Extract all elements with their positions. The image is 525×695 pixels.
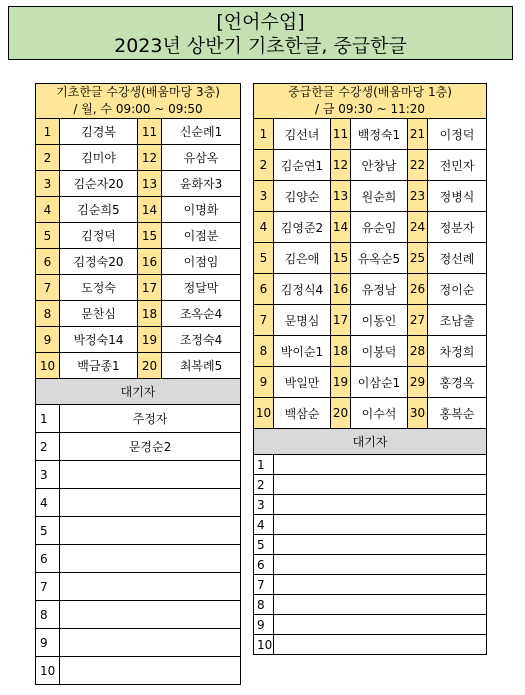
waitlist-name	[60, 461, 241, 489]
table-row	[254, 398, 487, 429]
waitlist-row	[254, 635, 487, 655]
student-name: 박정숙14	[60, 327, 138, 353]
waitlist-name: 문경순2	[60, 433, 241, 461]
student-number: 5	[254, 243, 274, 274]
student-number: 18	[138, 301, 162, 327]
waitlist-name	[274, 495, 487, 515]
waitlist-row	[36, 573, 241, 601]
waitlist-row	[36, 461, 241, 489]
student-name: 조남출	[428, 305, 487, 336]
student-number: 7	[254, 305, 274, 336]
student-number: 29	[408, 367, 428, 398]
waitlist-number: 6	[254, 555, 274, 575]
waitlist-number: 7	[36, 573, 60, 601]
waitlist-number: 7	[254, 575, 274, 595]
waitlist-number: 9	[36, 629, 60, 657]
student-number: 26	[408, 274, 428, 305]
waitlist-number: 9	[254, 615, 274, 635]
student-number: 9	[254, 367, 274, 398]
waitlist-row	[36, 545, 241, 573]
student-name: 백삼순	[274, 398, 331, 429]
waitlist-row	[254, 455, 487, 475]
waitlist-name	[274, 455, 487, 475]
student-name: 홍경옥	[428, 367, 487, 398]
waitlist-number: 4	[36, 489, 60, 517]
student-number: 3	[36, 171, 60, 197]
waitlist-name	[274, 535, 487, 555]
waitlist-number: 5	[36, 517, 60, 545]
student-name: 백정숙1	[351, 119, 408, 150]
student-name: 김정식4	[274, 274, 331, 305]
student-name: 김영준2	[274, 212, 331, 243]
student-name: 정달막	[162, 275, 241, 301]
waitlist-row	[254, 515, 487, 535]
student-name: 박이순1	[274, 336, 331, 367]
title-line-1: [언어수업]	[216, 11, 305, 33]
student-name: 이동인	[351, 305, 408, 336]
basic-header-line-2: / 월, 수 09:00 ~ 09:50	[73, 102, 203, 116]
waitlist-row	[254, 475, 487, 495]
student-name: 백금종1	[60, 353, 138, 379]
waitlist-number: 1	[36, 405, 60, 433]
student-name: 차정희	[428, 336, 487, 367]
student-number: 10	[254, 398, 274, 429]
student-number: 16	[331, 274, 351, 305]
student-name: 문찬심	[60, 301, 138, 327]
table-row	[254, 336, 487, 367]
table-row	[36, 353, 241, 379]
student-name: 이삼순1	[351, 367, 408, 398]
waitlist-number: 5	[254, 535, 274, 555]
table-row	[36, 119, 241, 145]
student-number: 11	[138, 119, 162, 145]
student-number: 14	[331, 212, 351, 243]
waitlist-number: 8	[254, 595, 274, 615]
waitlist-row	[254, 555, 487, 575]
waitlist-name	[274, 515, 487, 535]
student-name: 김순자20	[60, 171, 138, 197]
waitlist-name	[60, 657, 241, 685]
waitlist-number: 10	[254, 635, 274, 655]
student-name: 김은애	[274, 243, 331, 274]
table-row	[254, 212, 487, 243]
waitlist-row	[36, 517, 241, 545]
table-row	[254, 274, 487, 305]
student-name: 조정숙4	[162, 327, 241, 353]
table-row	[254, 305, 487, 336]
student-number: 19	[331, 367, 351, 398]
waitlist-name	[274, 475, 487, 495]
table-row	[254, 243, 487, 274]
waitlist-row	[254, 615, 487, 635]
student-name: 이명화	[162, 197, 241, 223]
student-number: 4	[36, 197, 60, 223]
student-number: 27	[408, 305, 428, 336]
intermediate-waitlist-title: 대기자	[254, 429, 487, 455]
waitlist-row	[254, 595, 487, 615]
table-row	[36, 145, 241, 171]
waitlist-row	[36, 657, 241, 685]
student-number: 7	[36, 275, 60, 301]
student-number: 12	[138, 145, 162, 171]
waitlist-name	[274, 555, 487, 575]
document-title-banner	[8, 6, 513, 60]
student-number: 9	[36, 327, 60, 353]
student-number: 14	[138, 197, 162, 223]
waitlist-number: 1	[254, 455, 274, 475]
waitlist-number: 6	[36, 545, 60, 573]
student-number: 16	[138, 249, 162, 275]
intermediate-header-line-1: 중급한글 수강생(배움마당 1층)	[288, 85, 452, 99]
table-row	[36, 197, 241, 223]
student-name: 윤화자3	[162, 171, 241, 197]
waitlist-number: 3	[254, 495, 274, 515]
student-number: 8	[254, 336, 274, 367]
student-name: 유정남	[351, 274, 408, 305]
student-name: 김경복	[60, 119, 138, 145]
student-name: 김정숙20	[60, 249, 138, 275]
waitlist-number: 4	[254, 515, 274, 535]
table-row	[254, 367, 487, 398]
student-name: 이봉덕	[351, 336, 408, 367]
table-row	[36, 223, 241, 249]
student-name: 박일만	[274, 367, 331, 398]
student-name: 유삼옥	[162, 145, 241, 171]
student-number: 1	[254, 119, 274, 150]
student-number: 5	[36, 223, 60, 249]
student-name: 전민자	[428, 150, 487, 181]
waitlist-name	[60, 573, 241, 601]
student-number: 3	[254, 181, 274, 212]
student-number: 6	[36, 249, 60, 275]
student-name: 김양순	[274, 181, 331, 212]
intermediate-korean-table	[253, 83, 487, 655]
basic-korean-table	[35, 83, 241, 685]
student-number: 15	[331, 243, 351, 274]
student-number: 18	[331, 336, 351, 367]
student-name: 정선례	[428, 243, 487, 274]
student-number: 8	[36, 301, 60, 327]
waitlist-row	[254, 535, 487, 555]
student-name: 이정덕	[428, 119, 487, 150]
basic-header	[36, 84, 241, 119]
table-row	[254, 119, 487, 150]
student-name: 이점임	[162, 249, 241, 275]
waitlist-row	[36, 489, 241, 517]
student-name: 김미야	[60, 145, 138, 171]
student-name: 김선녀	[274, 119, 331, 150]
waitlist-number: 2	[254, 475, 274, 495]
waitlist-row	[36, 405, 241, 433]
student-name: 정병식	[428, 181, 487, 212]
table-row	[36, 327, 241, 353]
waitlist-name	[274, 595, 487, 615]
student-number: 30	[408, 398, 428, 429]
student-name: 정이순	[428, 274, 487, 305]
student-number: 23	[408, 181, 428, 212]
student-number: 19	[138, 327, 162, 353]
basic-waitlist-title: 대기자	[36, 379, 241, 405]
student-number: 2	[254, 150, 274, 181]
table-row	[36, 301, 241, 327]
table-row	[254, 150, 487, 181]
student-number: 21	[408, 119, 428, 150]
student-name: 최복례5	[162, 353, 241, 379]
student-name: 안창남	[351, 150, 408, 181]
intermediate-header	[254, 84, 487, 119]
student-name: 신순례1	[162, 119, 241, 145]
student-number: 2	[36, 145, 60, 171]
basic-header-line-1: 기초한글 수강생(배움마당 3층)	[56, 85, 220, 99]
student-name: 김정덕	[60, 223, 138, 249]
student-name: 김순연1	[274, 150, 331, 181]
waitlist-name	[60, 629, 241, 657]
student-name: 도정숙	[60, 275, 138, 301]
student-name: 정분자	[428, 212, 487, 243]
waitlist-number: 3	[36, 461, 60, 489]
student-number: 13	[331, 181, 351, 212]
waitlist-name	[274, 615, 487, 635]
student-name: 홍복순	[428, 398, 487, 429]
student-number: 11	[331, 119, 351, 150]
waitlist-number: 10	[36, 657, 60, 685]
student-number: 24	[408, 212, 428, 243]
student-number: 22	[408, 150, 428, 181]
waitlist-name	[274, 575, 487, 595]
student-name: 유순임	[351, 212, 408, 243]
waitlist-name	[60, 545, 241, 573]
table-row	[36, 171, 241, 197]
waitlist-name: 주정자	[60, 405, 241, 433]
student-number: 12	[331, 150, 351, 181]
student-name: 문명심	[274, 305, 331, 336]
student-number: 17	[331, 305, 351, 336]
waitlist-row	[36, 601, 241, 629]
student-name: 원순희	[351, 181, 408, 212]
student-number: 25	[408, 243, 428, 274]
waitlist-number: 2	[36, 433, 60, 461]
student-number: 6	[254, 274, 274, 305]
student-number: 10	[36, 353, 60, 379]
student-name: 이점분	[162, 223, 241, 249]
waitlist-row	[36, 433, 241, 461]
student-name: 유옥순5	[351, 243, 408, 274]
student-number: 13	[138, 171, 162, 197]
student-number: 17	[138, 275, 162, 301]
student-number: 4	[254, 212, 274, 243]
table-row	[254, 181, 487, 212]
waitlist-name	[60, 489, 241, 517]
intermediate-header-line-2: / 금 09:30 ~ 11:20	[314, 102, 426, 116]
student-number: 20	[138, 353, 162, 379]
title-line-2: 2023년 상반기 기초한글, 중급한글	[114, 35, 407, 57]
student-number: 20	[331, 398, 351, 429]
waitlist-row	[36, 629, 241, 657]
waitlist-row	[254, 495, 487, 515]
waitlist-name	[60, 601, 241, 629]
student-name: 이수석	[351, 398, 408, 429]
table-row	[36, 275, 241, 301]
waitlist-name	[60, 517, 241, 545]
student-name: 조옥순4	[162, 301, 241, 327]
student-name: 김순희5	[60, 197, 138, 223]
student-number: 1	[36, 119, 60, 145]
waitlist-number: 8	[36, 601, 60, 629]
student-number: 15	[138, 223, 162, 249]
waitlist-row	[254, 575, 487, 595]
waitlist-name	[274, 635, 487, 655]
student-number: 28	[408, 336, 428, 367]
table-row	[36, 249, 241, 275]
